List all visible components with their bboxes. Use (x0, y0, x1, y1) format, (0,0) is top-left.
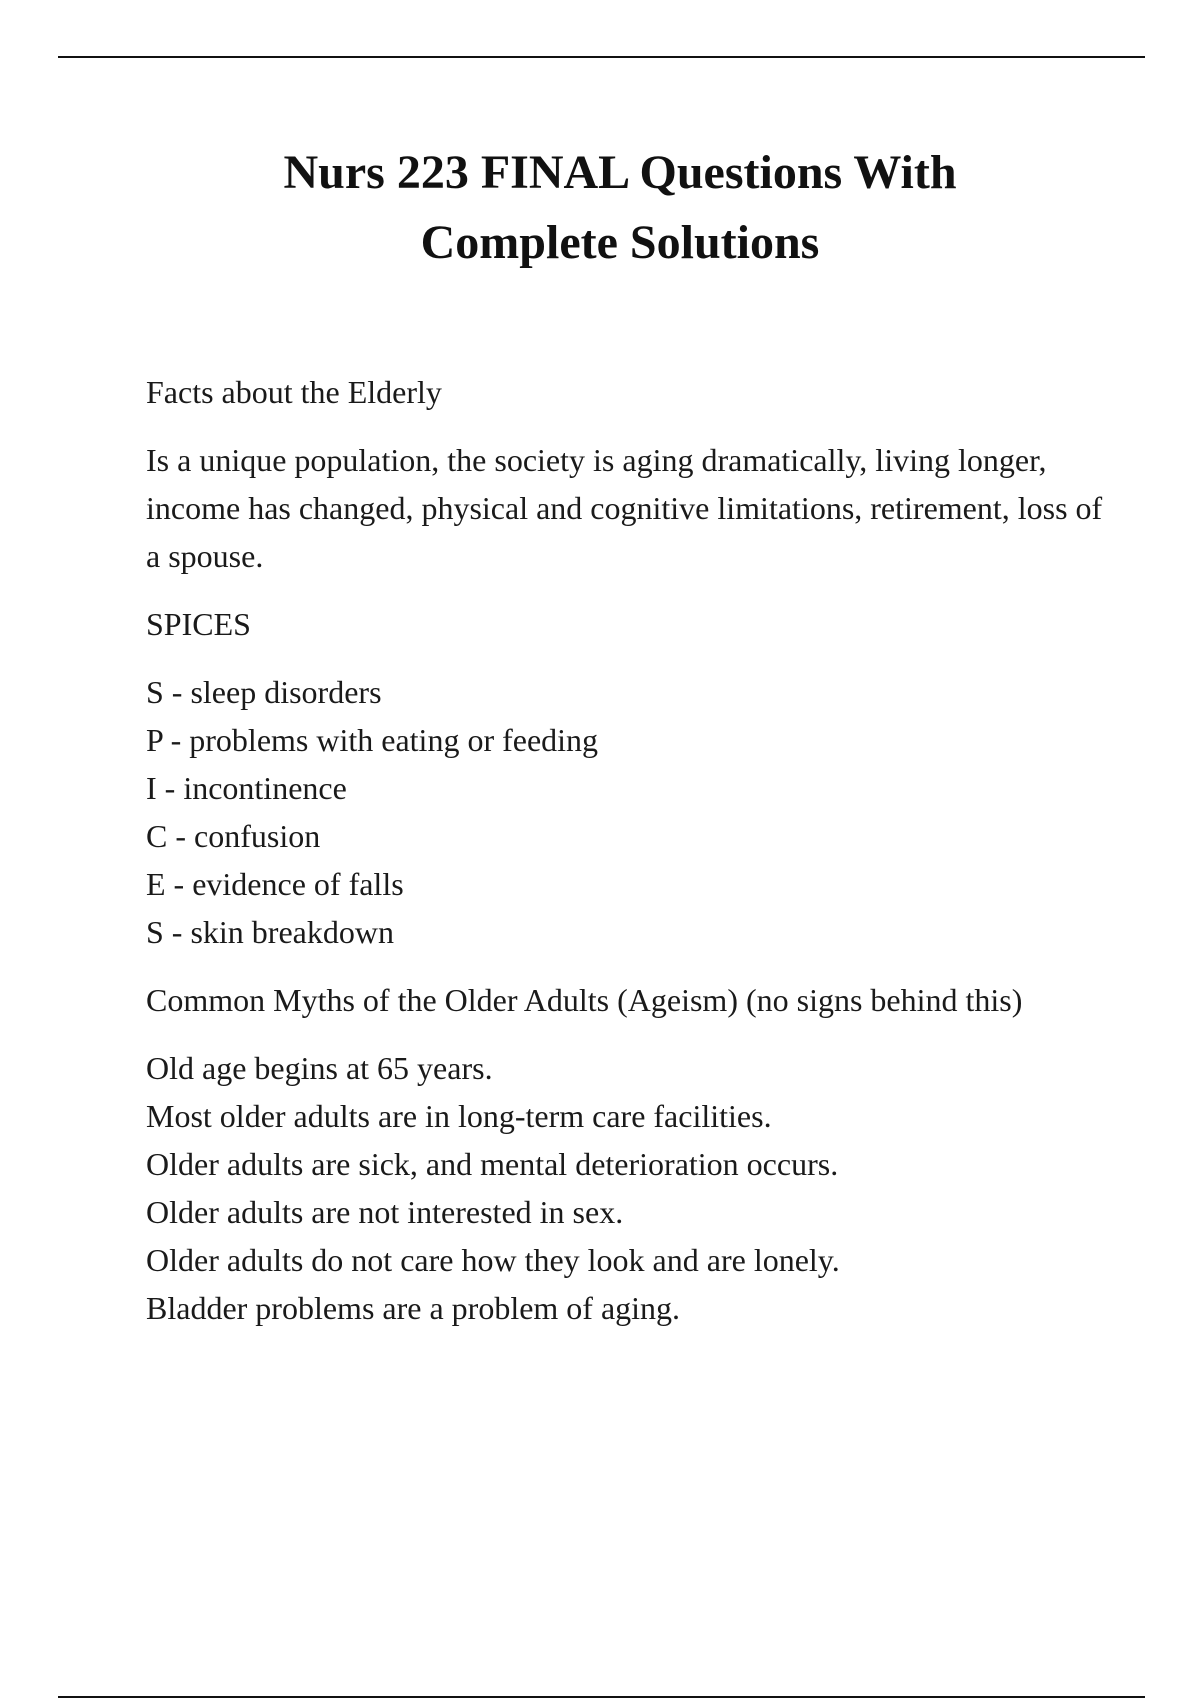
answer-spices-list (146, 668, 1106, 956)
question-common-myths: Common Myths of the Older Adults (Ageism) (no signs behind this) (146, 982, 1023, 1018)
top-rule (58, 56, 1145, 58)
bottom-rule (58, 1696, 1145, 1698)
list-item: E - evidence of falls (146, 866, 404, 902)
answer-facts-elderly: Is a unique population, the society is aging dramatically, living longer, income has changed, physical and cognitive limitations, retirement, loss of a spouse. (146, 442, 1103, 574)
list-item: Older adults are sick, and mental deterioration occurs. (146, 1146, 839, 1182)
list-item: S - skin breakdown (146, 914, 394, 950)
question-facts-elderly: Facts about the Elderly (146, 374, 442, 410)
list-item: Older adults are not interested in sex. (146, 1194, 624, 1230)
title-line-1: Nurs 223 FINAL Questions With (283, 146, 957, 199)
list-item: Most older adults are in long-term care facilities. (146, 1098, 772, 1134)
list-item: Older adults do not care how they look and are lonely. (146, 1242, 840, 1278)
list-item: Bladder problems are a problem of aging. (146, 1290, 681, 1326)
list-item: I - incontinence (146, 770, 347, 806)
question-spices: SPICES (146, 606, 251, 642)
answer-myths-list (146, 1044, 1106, 1332)
list-item: C - confusion (146, 818, 321, 854)
list-item: P - problems with eating or feeding (146, 722, 599, 758)
document-body (146, 368, 1106, 1352)
page-title (0, 138, 1200, 278)
list-item: Old age begins at 65 years. (146, 1050, 493, 1086)
title-line-2: Complete Solutions (420, 216, 820, 269)
list-item: S - sleep disorders (146, 674, 382, 710)
